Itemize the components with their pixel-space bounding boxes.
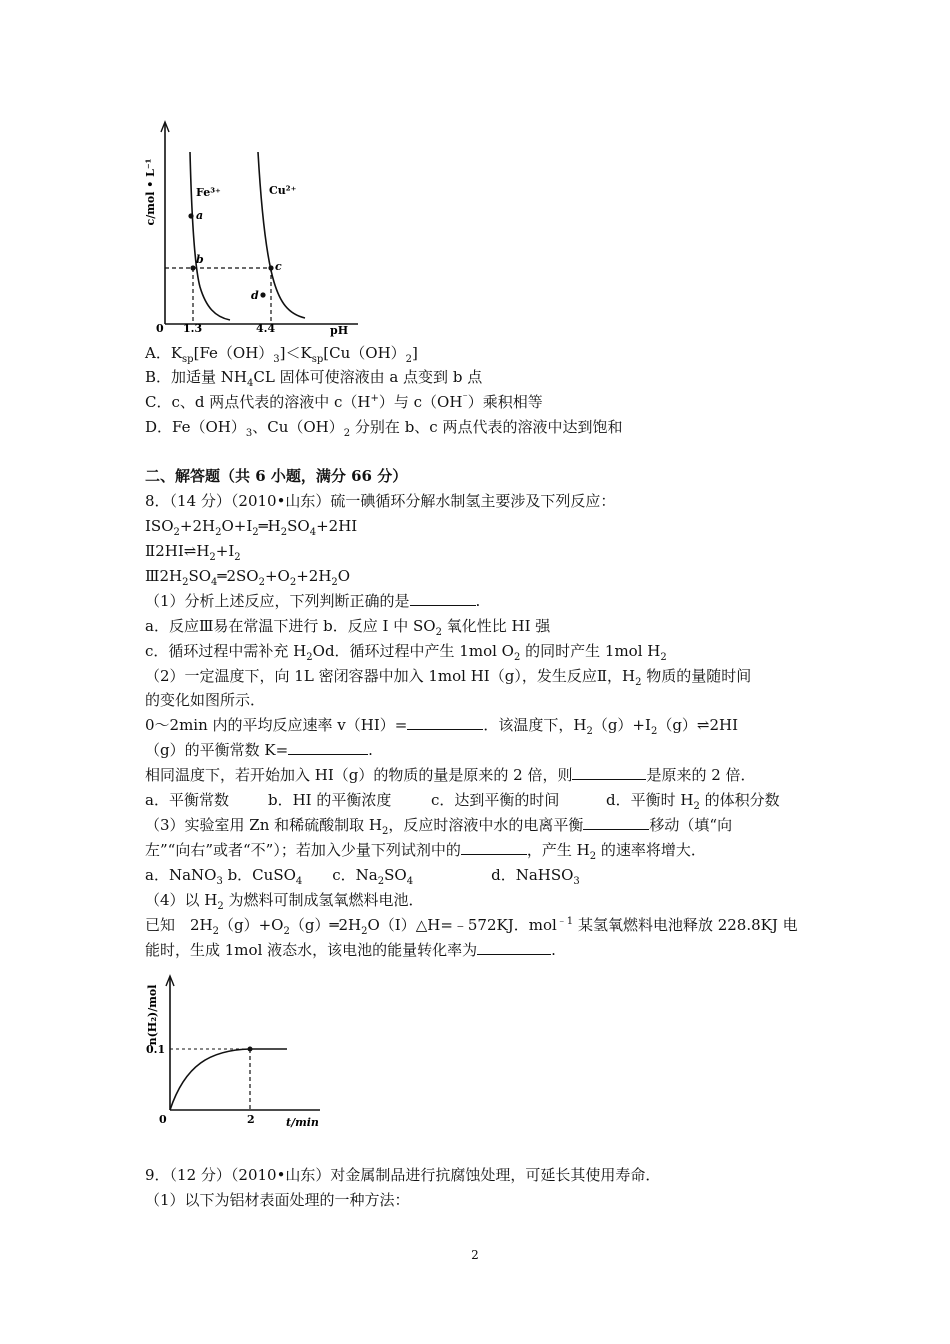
h2-time-figure: [140, 970, 330, 1132]
q8-part1-options-cd: c．循环过程中需补充 $H_2Od$．循环过程中产生 1mol $O_2$ 的同时产生 1mol $H_2$: [145, 642, 667, 663]
answer-blank[interactable]: [583, 815, 649, 830]
fig1-tick-1: 1.3: [183, 322, 203, 335]
cu-curve: [258, 152, 305, 318]
q8-part4-line2: 已知 $2H_2(g)+O_2(g)═2H_2O(I)\triangle H=﹣572KJ$．mol$^{﹣1}$ 某氢氧燃料电池释放 228.8KJ 电: [145, 916, 798, 937]
fig1-tick-2: 4.4: [256, 322, 276, 335]
q9-part1: （1）以下为铝材表面处理的一种方法：: [145, 1191, 410, 1209]
ksp-figure: [140, 112, 370, 340]
fig2-x-tick: 2: [247, 1113, 255, 1126]
fig1-ylabel: c/mol • L⁻¹: [144, 158, 157, 226]
fig1-label-a: a: [196, 209, 204, 222]
fig2-ylabel: n(H₂)/mol: [146, 984, 159, 1046]
equilibrium-point: [248, 1047, 253, 1052]
q9-intro: 9．（12 分）（2010•山东）对金属制品进行抗腐蚀处理，可延长其使用寿命．: [145, 1166, 661, 1184]
fig2-origin: 0: [159, 1113, 167, 1126]
q8-part3-line2: 左”“向右”或者“不”）；若加入少量下列试剂中的 ，产生 $H_2$ 的速率将增大．: [145, 841, 706, 862]
option-c: C．c、d 两点代表的溶液中 c（H+）与 c（OH⁻）乘积相等: [145, 393, 543, 411]
answer-blank[interactable]: [407, 715, 483, 730]
q8-intro: 8．（14 分）（2010•山东）硫一碘循环分解水制氢主要涉及下列反应：: [145, 492, 616, 510]
fig1-label-c: c: [275, 260, 282, 273]
q8-part4-line1: （4）以 $H_2$ 为燃料可制成氢氧燃料电池．: [145, 891, 424, 912]
point-d: [260, 292, 265, 297]
q8-part3-options: a．NaNO$_3$ b．CuSO$_4$ c．$Na_2SO_4$ d．NaHSO$_3$: [145, 866, 580, 887]
fig1-xlabel: pH: [330, 324, 349, 337]
reaction-1: $ⅠSO_2+2H_2O+I_2═H_2SO_4+2HI$: [145, 517, 358, 538]
fig2-y-tick: 0.1: [146, 1043, 166, 1056]
q8-part2-line5: 相同温度下，若开始加入 HI（g）的物质的量是原来的 2 倍，则 是原来的 2 倍．: [145, 766, 756, 784]
answer-blank[interactable]: [288, 740, 368, 755]
fig1-fe-label: Fe³⁺: [196, 186, 221, 199]
point-a: [188, 213, 193, 218]
fig1-label-d: d: [251, 289, 259, 302]
answer-blank[interactable]: [572, 765, 646, 780]
answer-blank[interactable]: [410, 591, 476, 606]
point-b: [190, 265, 195, 270]
option-d: D．$Fe(OH)_3$、$Cu(OH)_2$ 分别在 b、c 两点代表的溶液中达到饱和: [145, 418, 623, 439]
q8-part1: （1）分析上述反应，下列判断正确的是 .: [145, 592, 481, 610]
q8-part4-line3: 能时，生成 1mol 液态水，该电池的能量转化率为 .: [145, 941, 556, 959]
reaction-2: $Ⅱ2HI\rightleftharpoons H_2+I_2$: [145, 542, 241, 563]
page-number: 2: [471, 1248, 479, 1262]
q8-part2-options: a．平衡常数 b．HI 的平衡浓度 c．达到平衡的时间 d．平衡时 $H_2$ 的体积分数: [145, 791, 780, 812]
q8-part1-options-ab: a．反应Ⅲ易在常温下进行 b．反应 I 中 $SO_2$ 氧化性比 HI 强: [145, 617, 551, 638]
answer-blank[interactable]: [461, 840, 527, 855]
answer-blank[interactable]: [477, 940, 551, 955]
option-b: B．加适量 $NH_4CL$ 固体可使溶液由 a 点变到 b 点: [145, 368, 483, 389]
q8-part2-line3: 0～2min 内的平均反应速率 v（HI）= ．该温度下，$H_2(g)+I_2(g)\rightleftharpoons 2HI$: [145, 716, 739, 737]
option-a: A．$K_{sp}[Fe(OH)_3]<K_{sp}[Cu(OH)_2]$: [145, 344, 418, 365]
q8-part2-line2: 的变化如图所示．: [145, 691, 266, 709]
section-title: 二、解答题（共 6 小题，满分 66 分）: [145, 467, 408, 485]
fig1-cu-label: Cu²⁺: [269, 184, 297, 197]
fig1-origin: 0: [156, 322, 164, 335]
fig1-label-b: b: [196, 253, 204, 266]
reaction-3: $Ⅲ2H_2SO_4═2SO_2+O_2+2H_2O$: [145, 567, 351, 588]
q8-part2-line1: （2）一定温度下，向 1L 密闭容器中加入 1mol HI（g），发生反应Ⅱ，$H_2$ 物质的量随时间: [145, 667, 752, 688]
h2-curve: [170, 1049, 287, 1110]
fig2-xlabel: t/min: [286, 1116, 319, 1129]
q8-part2-line4: （g）的平衡常数 K= .: [145, 741, 373, 759]
q8-part3-line1: （3）实验室用 Zn 和稀硫酸制取 $H_2$，反应时溶液中水的电离平衡 移动（填“向: [145, 816, 733, 837]
point-c: [268, 265, 273, 270]
fe-curve: [190, 152, 230, 320]
